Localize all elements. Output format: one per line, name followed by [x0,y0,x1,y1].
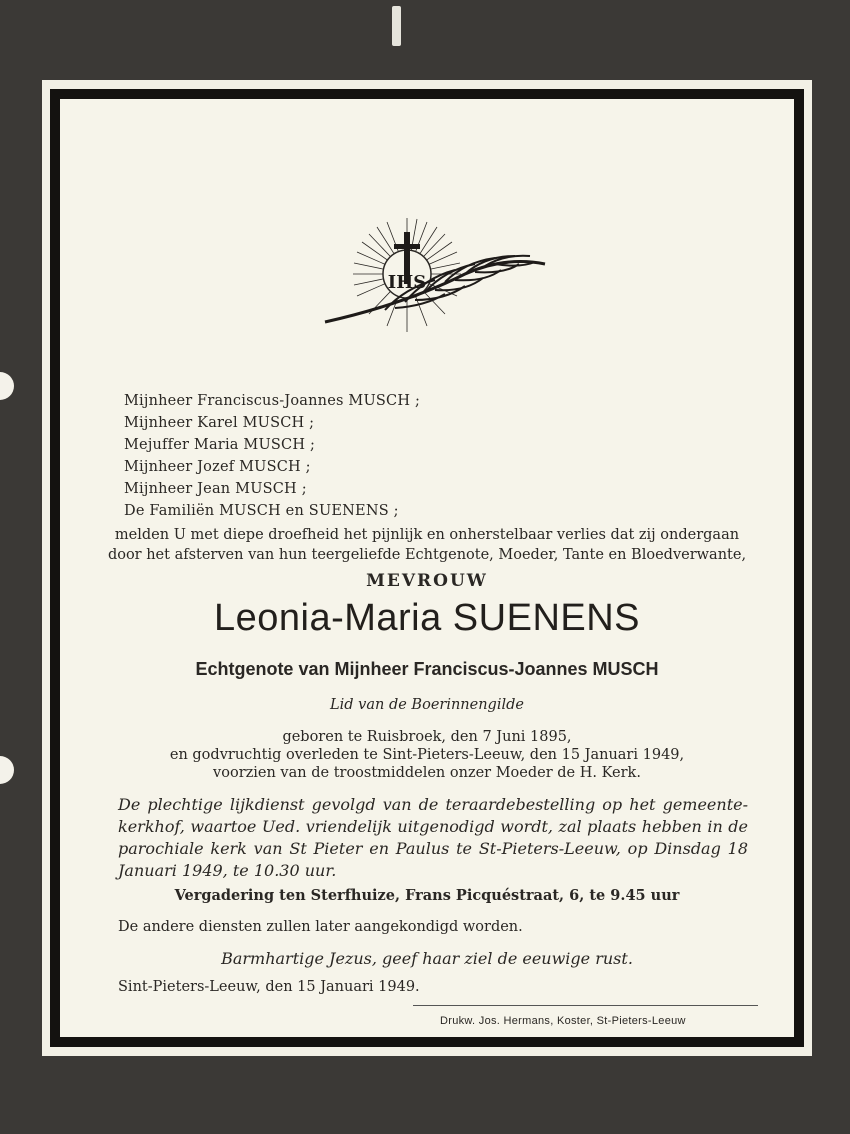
life-line: voorzien van de troostmiddelen onzer Moeder de H. Kerk. [213,765,641,781]
life-line: geboren te Ruisbroek, den 7 Juni 1895, [282,729,572,745]
funeral-line: kerkhof, waartoe Ued. vriendelijk uitgenodigd wordt, zal plaats hebben in de [118,817,748,836]
family-member: De Familiën MUSCH en SUENENS ; [124,503,399,519]
punch-hole [0,756,14,784]
membership: Lid van de Boerinnengilde [330,697,524,713]
life-line: en godvruchtig overleden te Sint-Pieters-Leeuw, den 15 Januari 1949, [169,747,685,763]
funeral-line: parochiale kerk van St Pieter en Paulus te St-Pieters-Leeuw, op Dinsdag 18 [118,839,748,858]
announcement-line: door het afsterven van hun teergeliefde Echtgenote, Moeder, Tante en Bloedverwante, [107,547,747,563]
other-services: De andere diensten zullen later aangekondigd worden. [118,919,523,935]
funeral-card [42,80,812,1056]
spouse-line: Echtgenote van Mijnheer Franciscus-Joannes MUSCH [195,659,659,679]
family-member: Mijnheer Jozef MUSCH ; [124,459,311,475]
title: MEVROUW [366,571,488,591]
family-member: Mejuffer Maria MUSCH ; [124,437,316,453]
funeral-line: De plechtige lijkdienst gevolgd van de teraardebestelling op het gemeente- [118,795,748,814]
cross-sun-palm-icon [315,214,555,344]
prayer: Barmhartige Jezus, geef haar ziel de eeuwige rust. [221,949,633,968]
family-member: Mijnheer Franciscus-Joannes MUSCH ; [124,393,421,409]
place-date: Sint-Pieters-Leeuw, den 15 Januari 1949. [118,979,420,995]
funeral-line: Januari 1949, te 10.30 uur. [118,861,337,880]
family-member: Mijnheer Jean MUSCH ; [124,481,307,497]
mourning-border [50,89,804,1047]
svg-text:IHS: IHS [387,272,427,293]
meeting-line: Vergadering ten Sterfhuize, Frans Picquéstraat, 6, te 9.45 uur [174,887,680,904]
card-content [60,99,794,1037]
family-member: Mijnheer Karel MUSCH ; [124,415,315,431]
announcement-line: melden U met diepe droefheid het pijnlijk en onherstelbaar verlies dat zij ondergaan [114,527,740,543]
punch-hole [0,372,14,400]
divider [413,1005,758,1006]
pin-mark [392,6,401,46]
printer-credit: Drukw. Jos. Hermans, Koster, St-Pieters-Leeuw [440,1015,686,1027]
deceased-name: Leonia-Maria SUENENS [213,597,641,639]
